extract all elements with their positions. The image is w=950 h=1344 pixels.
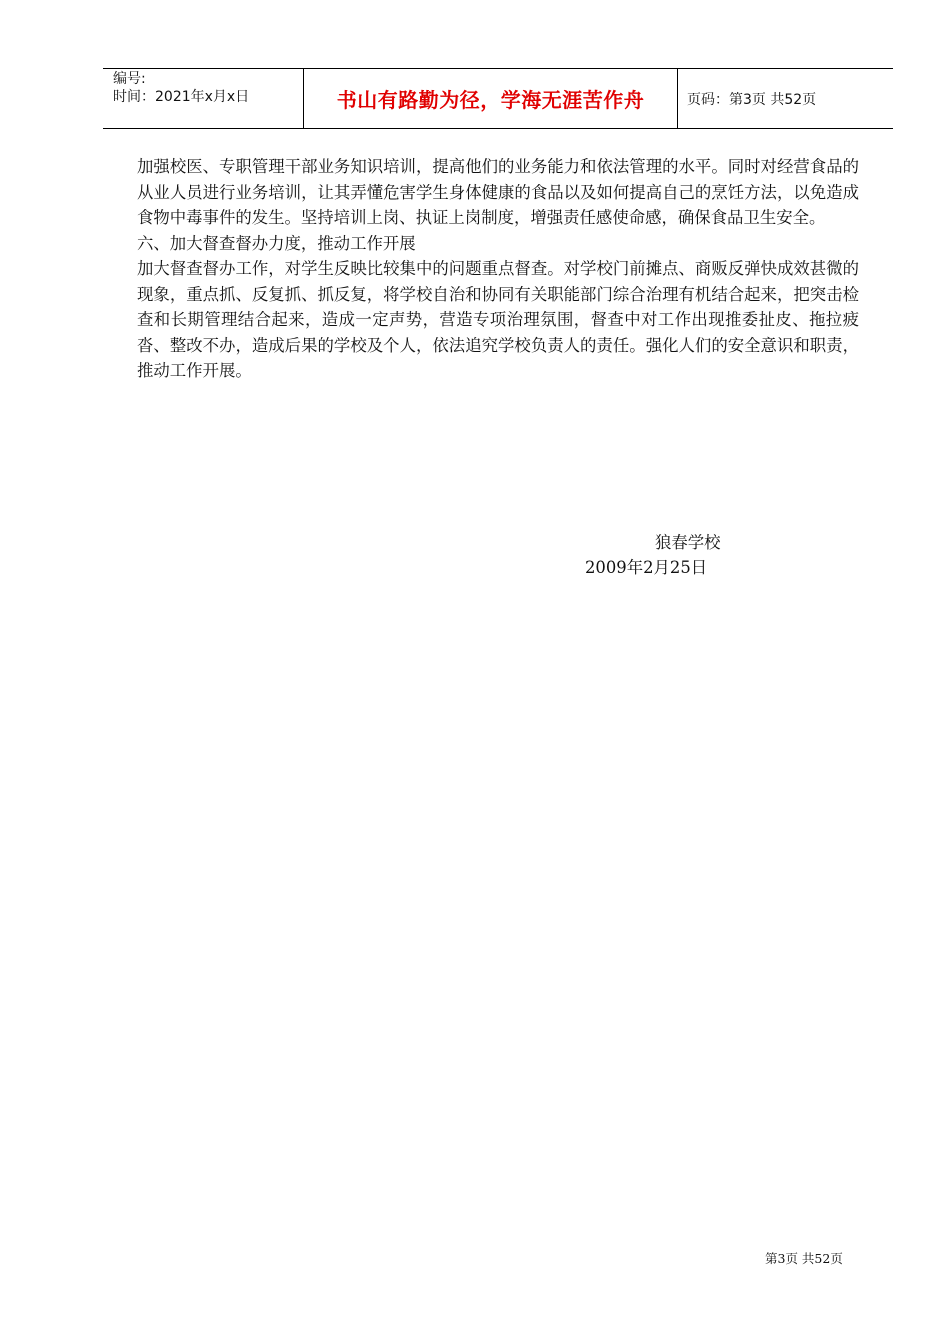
paragraph-supervision: 加大督查督办工作，对学生反映比较集中的问题重点督查。对学校门前摊点、商贩反弹快成效甚微的现象，重点抓、反复抓、抓反复，将学校自治和协同有关职能部门综合治理有机结合起来，把突击检查和长期管理结合起来，造成一定声势，营造专项治理氛围，督查中对工作出现推委扯皮、拖拉疲沓、整改不办，造成后果的学校及个人，依法追究学校负责人的责任。强化人们的安全意识和职责，推动工作开展。 <box>137 259 859 380</box>
signature-date: 2009年2月25日 <box>585 558 708 577</box>
paragraph-training: 加强校医、专职管理干部业务知识培训，提高他们的业务能力和依法管理的水平。同时对经营食品的从业人员进行业务培训，让其弄懂危害学生身体健康的食品以及如何提高自己的烹饪方法，以免造成食物中毒事件的发生。坚持培训上岗、执证上岗制度，增强责任感使命感，确保食品卫生安全。 <box>137 157 859 227</box>
time-label: 时间：2021年x月x日 <box>113 89 250 105</box>
signer-name: 狼春学校 <box>655 533 721 552</box>
header-page-info: 页码：第3页 共52页 <box>687 91 817 108</box>
header-motto: 书山有路勤为径，学海无涯苦作舟 <box>304 69 678 128</box>
page-footer: 第3页 共52页 <box>765 1251 843 1266</box>
header-meta <box>103 69 304 128</box>
document-body <box>137 154 859 384</box>
number-label: 编号: <box>113 71 146 87</box>
section-heading-supervision: 六、加大督查督办力度，推动工作开展 <box>137 233 416 253</box>
page-header <box>103 68 893 129</box>
